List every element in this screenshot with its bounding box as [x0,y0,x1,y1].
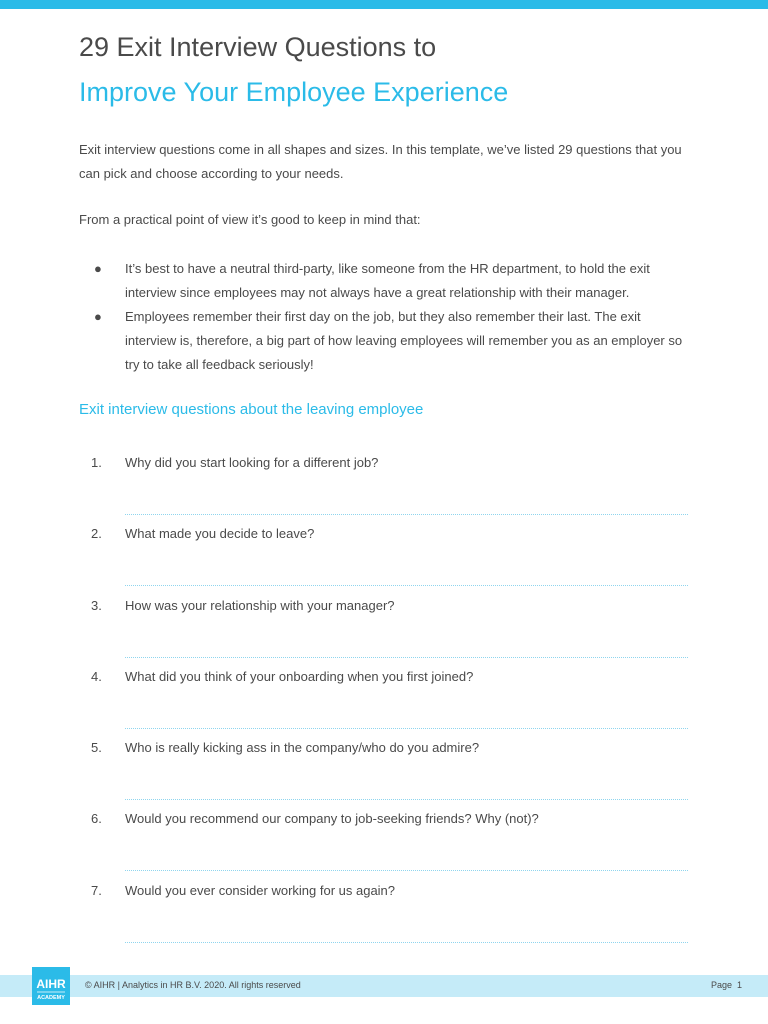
question-text: Who is really kicking ass in the company/who do you admire? [125,740,480,756]
page-number: 1 [737,980,743,990]
question-item [79,879,689,950]
question-item [79,594,689,665]
intro-text: Exit interview questions come in all shapes and sizes. In this template, we’ve listed 29 questions that you can pick and choose according to your needs. [79,142,682,181]
question-text: What did you think of your onboarding when you first joined? [125,668,474,684]
question-number: 1. [91,455,102,470]
footer-copyright: © AIHR | Analytics in HR B.V. 2020. All rights reserved [85,980,301,990]
tips-list [79,257,689,377]
question-text: How was your relationship with your manager? [125,597,395,613]
question-item [79,736,689,807]
tip-text: It’s best to have a neutral third-party, like someone from the HR department, to hold the exit interview since employees may not always have a great relationship with their manager. [125,261,650,300]
answer-line[interactable] [125,870,688,871]
answer-line[interactable] [125,728,688,729]
question-number: 2. [91,526,102,542]
tip-text: Employees remember their first day on the job, but they also remember their last. The exit interview is, therefore, a big part of how leaving employees will remember you as an employer so try to take all feedback seriously! [125,309,683,372]
question-text: What made you decide to leave? [125,526,315,542]
question-text: Why did you start looking for a different job? [125,455,379,470]
page-title-line-2: Improve Your Employee Experience [79,77,509,107]
question-number: 5. [91,740,102,756]
answer-line[interactable] [125,585,688,586]
question-text: Would you recommend our company to job-seeking friends? Why (not)? [125,811,539,827]
question-number: 6. [91,811,102,827]
aihr-academy-logo [32,967,70,1005]
answer-line[interactable] [125,942,688,943]
tip-item [79,257,689,305]
practical-note: From a practical point of view it’s good to keep in mind that: [79,212,421,227]
question-item [79,522,689,593]
question-item [79,451,689,522]
question-item [79,665,689,736]
question-number: 4. [91,668,102,684]
section-heading: Exit interview questions about the leaving employee [79,401,424,418]
footer-page-indicator [711,980,742,990]
bullet-icon: ● [94,261,102,276]
page-title-line-1: 29 Exit Interview Questions to [79,32,437,62]
page-label: Page [711,980,733,990]
svg-text:AIHR: AIHR [36,977,66,991]
answer-line[interactable] [125,514,688,515]
top-accent-bar [0,0,768,9]
answer-line[interactable] [125,657,688,658]
answer-line[interactable] [125,799,688,800]
question-list [79,451,689,950]
intro-paragraph [79,138,689,186]
bullet-icon: ● [94,309,102,324]
tip-item [79,305,689,377]
question-item [79,807,689,878]
question-number: 7. [91,882,102,898]
svg-text:ACADEMY: ACADEMY [37,995,65,1001]
question-text: Would you ever consider working for us again? [125,882,396,898]
question-number: 3. [91,597,102,613]
